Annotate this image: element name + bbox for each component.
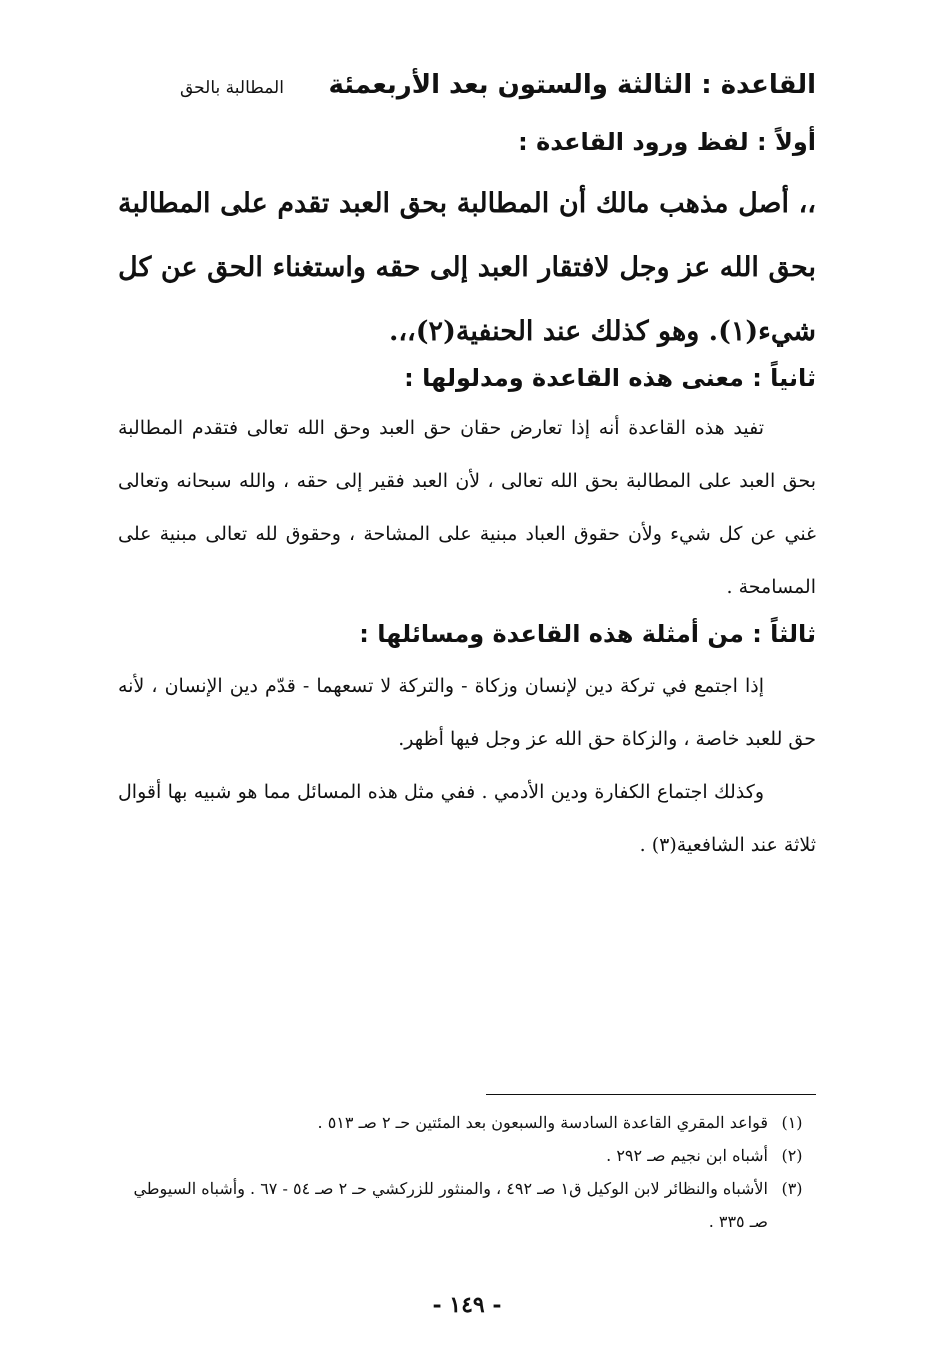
footnote-divider [486, 1094, 816, 1095]
footnote-number: (١) [781, 1113, 803, 1132]
footnote-number: (٣) [781, 1179, 803, 1198]
section-heading-examples: ثالثاً : من أمثلة هذه القاعدة ومسائلها : [359, 620, 816, 648]
footnote-3 [118, 1172, 816, 1238]
page-number: - ١٤٩ - [432, 1292, 502, 1318]
example-paragraph-1: إذا اجتمع في تركة دين لإنسان وزكاة - والتركة لا تسعهما - قدّم دين الإنسان ، لأنه حق للعبد خاصة ، والزكاة حق الله عز وجل فيها أظهر. [118, 675, 816, 750]
footnote-2 [118, 1139, 816, 1172]
footnote-text: قواعد المقري القاعدة السادسة والسبعون بعد المئتين حـ ٢ صـ ٥١٣ . [317, 1113, 768, 1132]
rule-title: القاعدة : الثالثة والستون بعد الأربعمئة [328, 70, 816, 100]
footnote-text: أشباه ابن نجيم صـ ٢٩٢ . [606, 1146, 768, 1165]
meaning-text: تفيد هذه القاعدة أنه إذا تعارض حقان حق العبد وحق الله تعالى فتقدم المطالبة بحق العبد على المطالبة بحق الله تعالى ، لأن العبد فقير إلى حقه ، والله سبحانه وتعالى غني عن كل شيء ولأن حقوق العباد مبنية على المشاحة ، وحقوق لله تعالى مبنية على المسامحة . [118, 417, 816, 598]
footnote-text: الأشباه والنظائر لابن الوكيل ق١ صـ ٤٩٢ ، والمنثور للزركشي حـ ٢ صـ ٥٤ - ٦٧ . وأشباه السيوطي صـ ٣٣٥ . [133, 1179, 768, 1231]
rule-quote: ،، أصل مذهب مالك أن المطالبة بحق العبد تقدم على المطالبة بحق الله عز وجل لافتقار العبد إلى حقه واستغناء الحق عن كل شيء(١). وهو كذلك عند الحنفية(٢)،،. [118, 188, 816, 347]
running-header-topic: المطالبة بالحق [180, 78, 284, 98]
footnotes [118, 1106, 816, 1238]
example-paragraph-2: وكذلك اجتماع الكفارة ودين الأدمي . ففي مثل هذه المسائل مما هو شبيه بها أقوال ثلاثة عند الشافعية(٣) . [118, 781, 816, 856]
section-heading-meaning: ثانياً : معنى هذه القاعدة ومدلولها : [404, 364, 816, 392]
footnote-number: (٢) [781, 1146, 803, 1165]
footnote-1 [118, 1106, 816, 1139]
examples-paragraphs [118, 660, 816, 872]
meaning-paragraph [118, 402, 816, 614]
section-heading-wording: أولاً : لفظ ورود القاعدة : [518, 128, 816, 156]
